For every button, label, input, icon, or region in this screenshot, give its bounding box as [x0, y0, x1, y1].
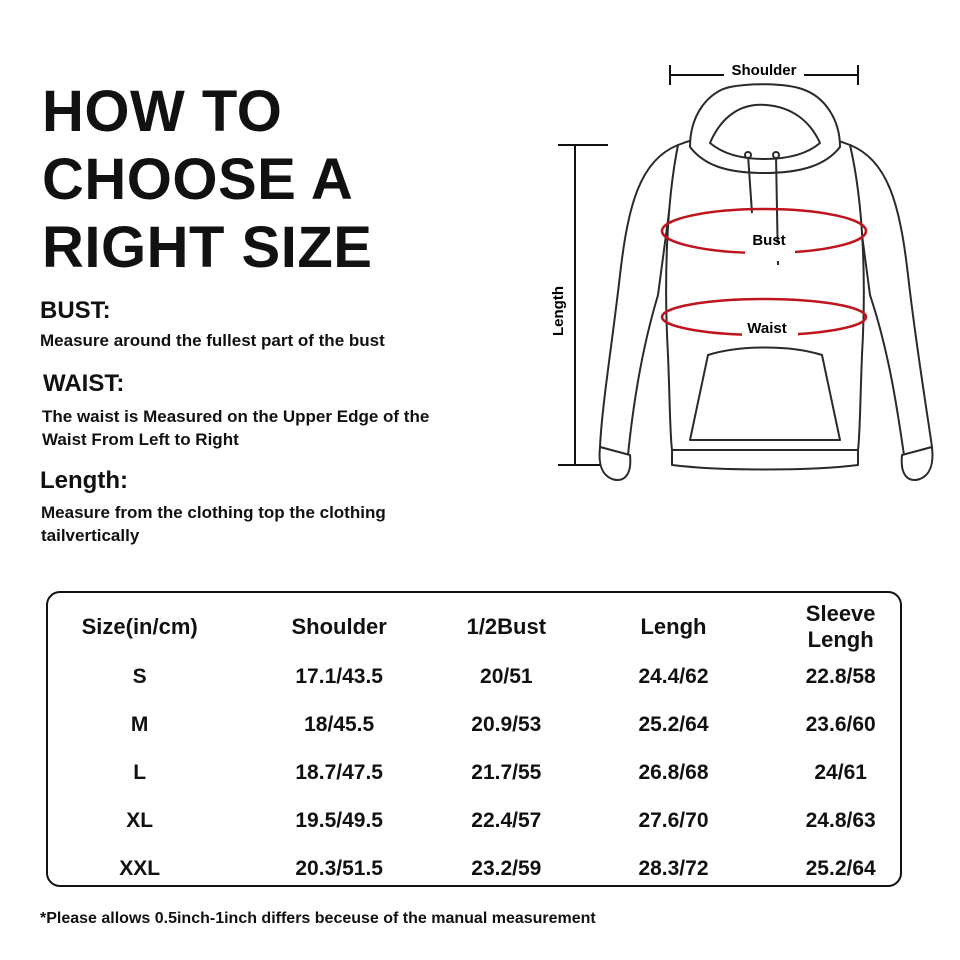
- hoodie-svg: [540, 55, 940, 495]
- header-size: Size(in/cm): [81, 614, 198, 639]
- size-cell: S: [132, 665, 147, 688]
- sleeve-length-cell: 23.6/60: [805, 713, 876, 736]
- length-dimension: [545, 145, 608, 465]
- sleeve-length-cell: 25.2/64: [805, 857, 876, 880]
- length-cell: 28.3/72: [638, 857, 709, 880]
- length-description-line-1: Measure from the clothing top the clothing: [41, 503, 386, 522]
- length-cell: 27.6/70: [638, 809, 709, 832]
- size-cell: XXL: [119, 857, 161, 880]
- bust-heading: BUST:: [40, 297, 111, 324]
- table-row: [48, 701, 900, 749]
- half-bust-cell: 21.7/55: [471, 761, 542, 784]
- length-cell: 24.4/62: [638, 665, 709, 688]
- length-label: Length: [550, 286, 567, 336]
- bust-description: Measure around the fullest part of the bust: [40, 331, 385, 350]
- sleeve-length-cell: 24/61: [814, 761, 867, 784]
- waist-description-line-2: Waist From Left to Right: [42, 430, 239, 449]
- title-line-3: RIGHT SIZE: [42, 215, 373, 280]
- shoulder-cell: 19.5/49.5: [295, 809, 383, 832]
- table-row: [48, 749, 900, 797]
- bust-label: Bust: [752, 232, 786, 249]
- header-sleeve-length: Sleeve Lengh: [805, 601, 876, 652]
- table-header-row: [48, 601, 900, 653]
- size-cell: L: [133, 761, 147, 784]
- header-half-bust: 1/2Bust: [466, 614, 547, 639]
- table-row: [48, 845, 900, 893]
- length-description: [41, 501, 511, 547]
- shoulder-dimension: [670, 59, 858, 85]
- shoulder-label: Shoulder: [731, 62, 797, 79]
- table-row: [48, 653, 900, 701]
- hoodie-measurement-diagram: [540, 55, 940, 495]
- size-cell: M: [130, 713, 149, 736]
- size-table: [48, 601, 900, 893]
- half-bust-cell: 20/51: [480, 665, 533, 688]
- waist-heading: WAIST:: [43, 370, 125, 397]
- length-heading: Length:: [40, 467, 128, 494]
- length-cell: 25.2/64: [638, 713, 709, 736]
- hoodie-outline: [600, 84, 933, 480]
- kangaroo-pocket: [690, 348, 840, 441]
- shoulder-cell: 20.3/51.5: [295, 857, 383, 880]
- waist-description-line-1: The waist is Measured on the Upper Edge of the: [42, 407, 430, 426]
- half-bust-cell: 20.9/53: [471, 713, 542, 736]
- header-shoulder: Shoulder: [291, 614, 387, 639]
- size-cell: XL: [126, 809, 154, 832]
- table-row: [48, 797, 900, 845]
- hoodie-hem: [672, 450, 858, 470]
- header-length: Lengh: [640, 614, 707, 639]
- length-description-line-2: tailvertically: [41, 526, 140, 545]
- shoulder-cell: 18/45.5: [304, 713, 375, 736]
- shoulder-cell: 18.7/47.5: [295, 761, 383, 784]
- size-chart: [46, 591, 902, 887]
- page-title: [42, 78, 522, 282]
- length-cell: 26.8/68: [638, 761, 709, 784]
- shoulder-cell: 17.1/43.5: [295, 665, 383, 688]
- half-bust-cell: 23.2/59: [471, 857, 542, 880]
- title-line-1: HOW TO: [42, 79, 283, 144]
- sleeve-length-cell: 24.8/63: [805, 809, 876, 832]
- measurement-footnote: *Please allows 0.5inch-1inch differs beceuse of the manual measurement: [40, 910, 596, 927]
- waist-label: Waist: [747, 320, 787, 337]
- sleeve-length-cell: 22.8/58: [805, 665, 876, 688]
- half-bust-cell: 22.4/57: [471, 809, 542, 832]
- waist-description: [42, 405, 512, 451]
- title-line-2: CHOOSE A: [42, 147, 354, 212]
